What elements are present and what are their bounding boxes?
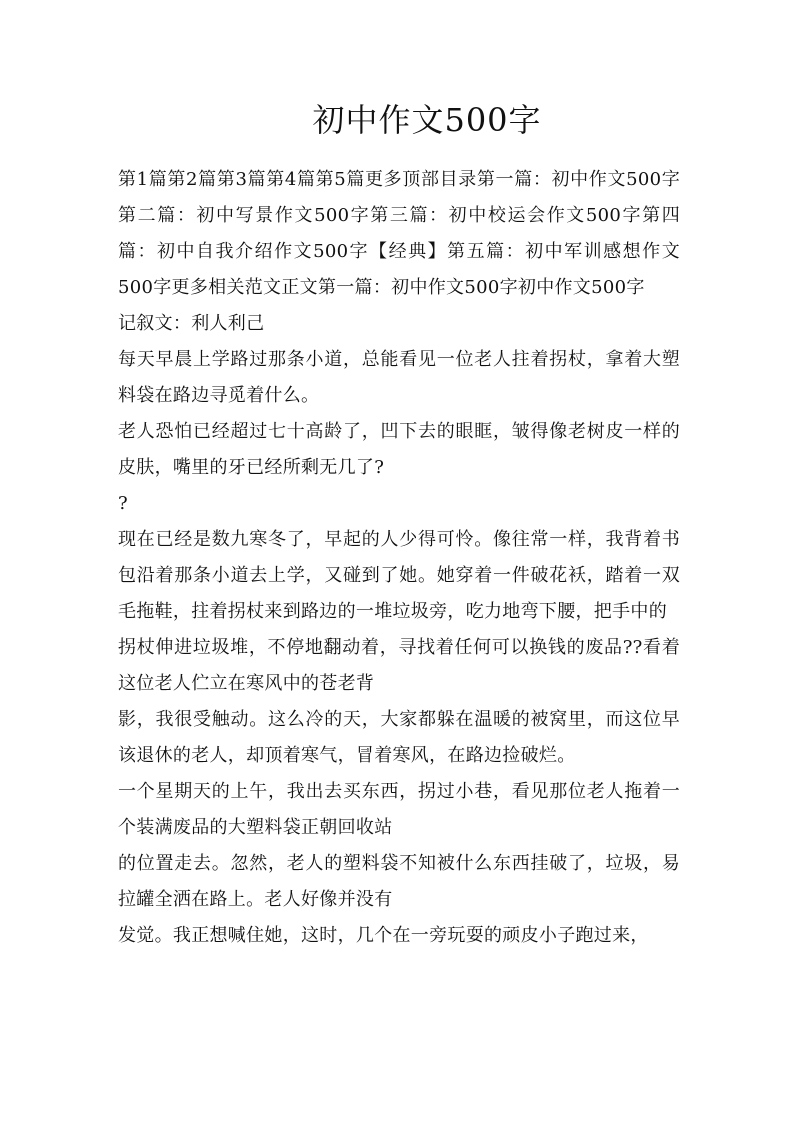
body-paragraph: 每天早晨上学路过那条小道，总能看见一位老人拄着拐杖，拿着大塑料袋在路边寻觅着什么。 [118,349,680,406]
body-paragraph: 影，我很受触动。这么冷的天，大家都躲在温暖的被窝里，而这位早该退休的老人，却顶着寒气，冒着寒风，在路边捡破烂。 [118,709,680,766]
body-paragraph: 发觉。我正想喊住她，这时，几个在一旁玩耍的顽皮小子跑过来， [118,925,649,946]
body-paragraph: 老人恐怕已经超过七十高龄了，凹下去的眼眶，皱得像老树皮一样的皮肤，嘴里的牙已经所剩无几了? [118,421,680,478]
document-title: 初中作文500字 [312,101,542,139]
table-of-contents-paragraph: 第1篇第2篇第3篇第4篇第5篇更多顶部目录第一篇：初中作文500字第二篇：初中写景作文500字第三篇：初中校运会作文500字第四篇：初中自我介绍作文500字【经典】第五篇：初中军训感想作文500字更多相关范文正文第一篇：初中作文500字初中作文500字 [118,169,680,298]
document-body [118,162,680,954]
body-paragraph: 拐杖伸进垃圾堆，不停地翻动着，寻找着任何可以换钱的废品??看着这位老人伫立在寒风中的苍老背 [118,637,680,694]
body-paragraph: ? [118,493,128,514]
section-heading: 记叙文：利人利己 [118,313,265,334]
body-paragraph: 现在已经是数九寒冬了，早起的人少得可怜。像往常一样，我背着书包沿着那条小道去上学，又碰到了她。她穿着一件破花袄，踏着一双毛拖鞋，拄着拐杖来到路边的一堆垃圾旁，吃力地弯下腰，把手中的 [118,529,680,622]
body-paragraph: 的位置走去。忽然，老人的塑料袋不知被什么东西挂破了，垃圾，易拉罐全洒在路上。老人好像并没有 [118,853,680,910]
body-paragraph: 一个星期天的上午，我出去买东西，拐过小巷，看见那位老人拖着一个装满废品的大塑料袋正朝回收站 [118,781,680,838]
